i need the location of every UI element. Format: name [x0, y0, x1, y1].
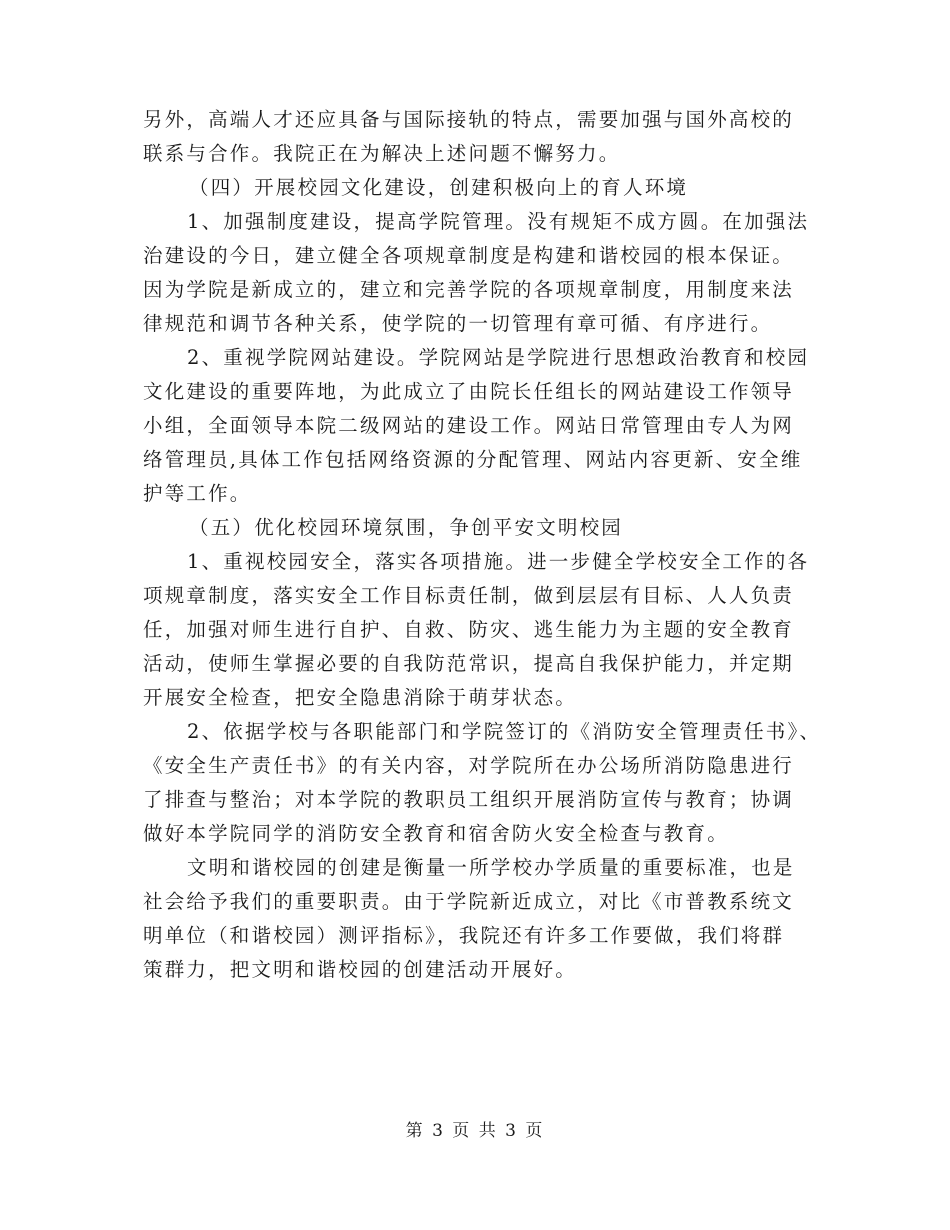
paragraph-system-building: [143, 205, 823, 341]
section-heading-5: [143, 511, 823, 545]
text-line: 社会给予我们的重要职责。由于学院新近成立，对比《市普教系统文: [143, 890, 795, 913]
text-line: 1、重视校园安全，落实各项措施。进一步健全学校安全工作的各: [187, 550, 810, 573]
text-line: 护等工作。: [143, 482, 252, 505]
text-line: 做好本学院同学的消防安全教育和宿舍防火安全检查与教育。: [143, 822, 729, 845]
paragraph-continuation: [143, 103, 823, 171]
text-line: 开展安全检查，把安全隐患消除于萌芽状态。: [143, 686, 578, 709]
text-line: 明单位（和谐校园）测评指标》，我院还有许多工作要做，我们将群: [143, 924, 785, 947]
text-line: 络管理员,具体工作包括网络资源的分配管理、网站内容更新、安全维: [143, 448, 803, 471]
text-line: 文化建设的重要阵地，为此成立了由院长任组长的网站建设工作领导: [143, 380, 795, 403]
text-line: 任，加强对师生进行自护、自救、防灾、逃生能力为主题的安全教育: [143, 618, 795, 641]
text-line: 2、依据学校与各职能部门和学院签订的《消防安全管理责任书》、: [187, 720, 822, 743]
text-line: 因为学院是新成立的，建立和完善学院的各项规章制度，用制度来法: [143, 278, 795, 301]
text-line: 1、加强制度建设，提高学院管理。没有规矩不成方圆。在加强法: [187, 210, 810, 233]
text-line: 文明和谐校园的创建是衡量一所学校办学质量的重要标准，也是: [187, 856, 795, 879]
page-number: 第 3 页 共 3 页: [405, 1121, 545, 1141]
page-footer: [0, 1116, 950, 1141]
text-line: 了排查与整治；对本学院的教职员工组织开展消防宣传与教育；协调: [143, 788, 795, 811]
text-line: 2、重视学院网站建设。学院网站是学院进行思想政治教育和校园: [187, 346, 810, 369]
section-heading-4: [143, 171, 823, 205]
paragraph-website-building: [143, 341, 823, 511]
heading-text: （五）优化校园环境氛围，争创平安文明校园: [189, 516, 624, 539]
text-line: 活动，使师生掌握必要的自我防范常识，提高自我保护能力，并定期: [143, 652, 795, 675]
text-line: 治建设的今日，建立健全各项规章制度是构建和谐校园的根本保证。: [143, 244, 795, 267]
document-body: [143, 103, 823, 987]
text-line: 律规范和调节各种关系，使学院的一切管理有章可循、有序进行。: [143, 312, 773, 335]
paragraph-campus-safety: [143, 545, 823, 715]
paragraph-fire-safety: [143, 715, 823, 851]
text-line: 《安全生产责任书》的有关内容，对学院所在办公场所消防隐患进行: [143, 754, 795, 777]
paragraph-conclusion: [143, 851, 823, 987]
text-line: 项规章制度，落实安全工作目标责任制，做到层层有目标、人人负责: [143, 584, 795, 607]
text-line: 策群力，把文明和谐校园的创建活动开展好。: [143, 958, 578, 981]
text-line: 联系与合作。我院正在为解决上述问题不懈努力。: [143, 142, 621, 165]
text-line: 另外，高端人才还应具备与国际接轨的特点，需要加强与国外高校的: [143, 108, 795, 131]
heading-text: （四）开展校园文化建设，创建积极向上的育人环境: [189, 176, 689, 199]
text-line: 小组，全面领导本院二级网站的建设工作。网站日常管理由专人为网: [143, 414, 795, 437]
